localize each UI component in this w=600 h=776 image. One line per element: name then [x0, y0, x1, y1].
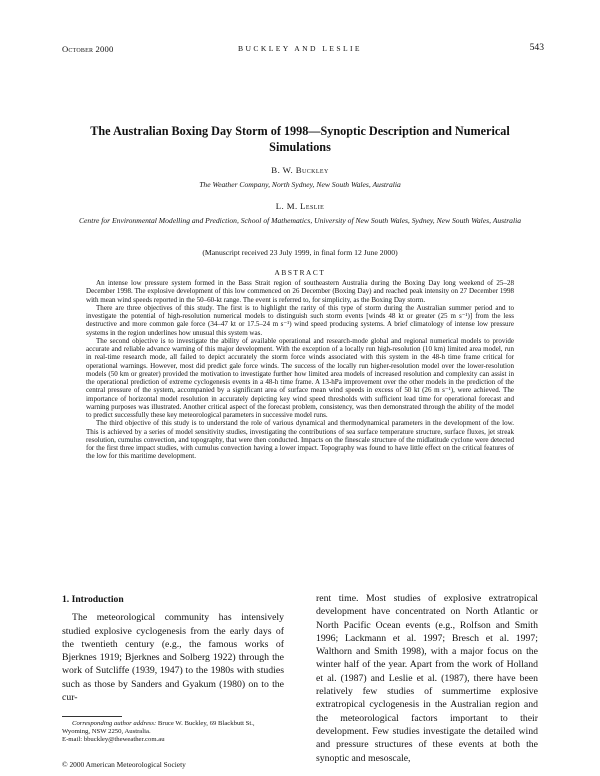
footnote-rule [62, 716, 122, 717]
author-1-affiliation: The Weather Company, North Sydney, New South Wales, Australia [199, 180, 401, 189]
page-number: 543 [529, 42, 544, 53]
abstract-paragraph-2: There are three objectives of this study. The first is to highlight the rarity of this type of storm during the Australian summer period and to investigate the potential of high-resolution numerical models to distinguish such storm events [winds 48 kt or greater (25 m s⁻¹)] from the less destructive and more common gale force (34–47 kt or 17.5–24 m s⁻¹) wind speed producing systems. A brief climatology of intense low pressure systems in the region underlines how unusual this system was. [86, 303, 514, 337]
abstract-heading: ABSTRACT [274, 268, 326, 277]
body-column-left [62, 593, 284, 704]
paper-title: The Australian Boxing Day Storm of 1998—Synoptic Description and Numerical Simulations [90, 124, 510, 154]
footnote-email: E-mail: bbuckley@theweather.com.au [62, 736, 165, 744]
body-column-right [316, 592, 538, 765]
author-2-affiliation: Centre for Environmental Modelling and Prediction, School of Mathematics, University of New South Wales, Sydney, New South Wales, Australia [78, 216, 521, 225]
abstract-paragraph-1: An intense low pressure system formed in the Bass Strait region of southeastern Australia during the Boxing Day long weekend of 25–28 December 1998. The explosive development of this low commenced on 26 December (Boxing Day) and reached peak intensity on 27 December 1998 with mean wind speeds reported in the 50–60-kt range. The event is referred to, for simplicity, as the Boxing Day storm. [86, 279, 514, 304]
manuscript-received: (Manuscript received 23 July 1999, in final form 12 June 2000) [202, 248, 398, 257]
introduction-text-left: The meteorological community has intensively studied explosive cyclogenesis from the early days of the twentieth century (e.g., the famous works of Bjerknes 1919; Bjerknes and Solberg 1922) through the work of Sutcliffe (1939, 1947) to the 1980s with studies such as those by Sanders and Gyakum (1980) on to the cur- [62, 612, 284, 704]
abstract-paragraph-4: The third objective of this study is to understand the role of various dynamical and thermodynamical parameters in the development of the low. This is achieved by a series of model sensitivity studies, investigating the contributions of sea surface temperature structure, surface fluxes, jet streak resolution, cumulus convection, and topography, that were then conducted. Impacts on the finescale structure of the midlatitude cyclone were detected for the first three impact studies, with cumulus convection having a lower impact. Topography was found to have little effect on the critical features of the low for this maritime development. [86, 419, 514, 461]
author-2-name: L. M. Leslie [275, 201, 325, 211]
running-header-date: October 2000 [62, 44, 114, 54]
footnote-label: Corresponding author address: [72, 720, 157, 727]
abstract-paragraph-3: The second objective is to investigate the ability of available operational and research-mode global and regional numerical models to provide accurate and reliable advance warning of this major development. With the exception of a locally run high-resolution (10 km) limited area model, run in real-time research mode, all failed to depict accurately the storm force winds associated with this system in the 48-h time frame critical for operational warnings. However, most did predict gale force winds. The success of the locally run higher-resolution model over the lower-resolution models (50 km or greater) provided the motivation to investigate further how limited area models of increased resolution and complexity can assist in the operational prediction of extreme cyclogenesis events in a 48-h time frame. A 13-hPa improvement over the other models in the prediction of the central pressure of the system, accompanied by a significant area of surface mean wind speeds in excess of 50 kt (26 m s⁻¹), were achieved. The importance of horizontal model resolution in accurately depicting key wind speed thresholds with sufficient lead time for operational forecast and warning purposes was illustrated. Another critical aspect of the forecast problem, consistency, was then demonstrated through the ability of the model to predict successfully these key meteorological parameters in successive model runs. [86, 336, 514, 419]
footnote-address: Bruce W. Buckley, 69 Blackbutt St., Wyoming, NSW 2250, Australia. [62, 720, 255, 736]
copyright-notice: © 2000 American Meteorological Society [62, 760, 186, 769]
abstract-body [86, 279, 514, 461]
footnote [62, 720, 284, 745]
introduction-text-right: rent time. Most studies of explosive extratropical development have concentrated on North Atlantic or North Pacific Ocean events (e.g., Rolfson and Smith 1996; Lackmann et al. 1997; Bresch et al. 1997; Walthorn and Smith 1998), with a major focus on the winter half of the year. Apart from the work of Holland et al. (1987) and Leslie et al. (1987), there have been relatively few studies of summertime explosive extratropical cyclogenesis in the Australian region and the meteorological factors important to their development. Few studies investigate the detailed wind and pressure structures of these events at both the synoptic and mesoscale, [316, 593, 538, 764]
running-header-authors: BUCKLEY AND LESLIE [238, 44, 362, 53]
section-heading-introduction: 1. Introduction [62, 594, 124, 605]
author-1-name: B. W. Buckley [271, 165, 329, 175]
